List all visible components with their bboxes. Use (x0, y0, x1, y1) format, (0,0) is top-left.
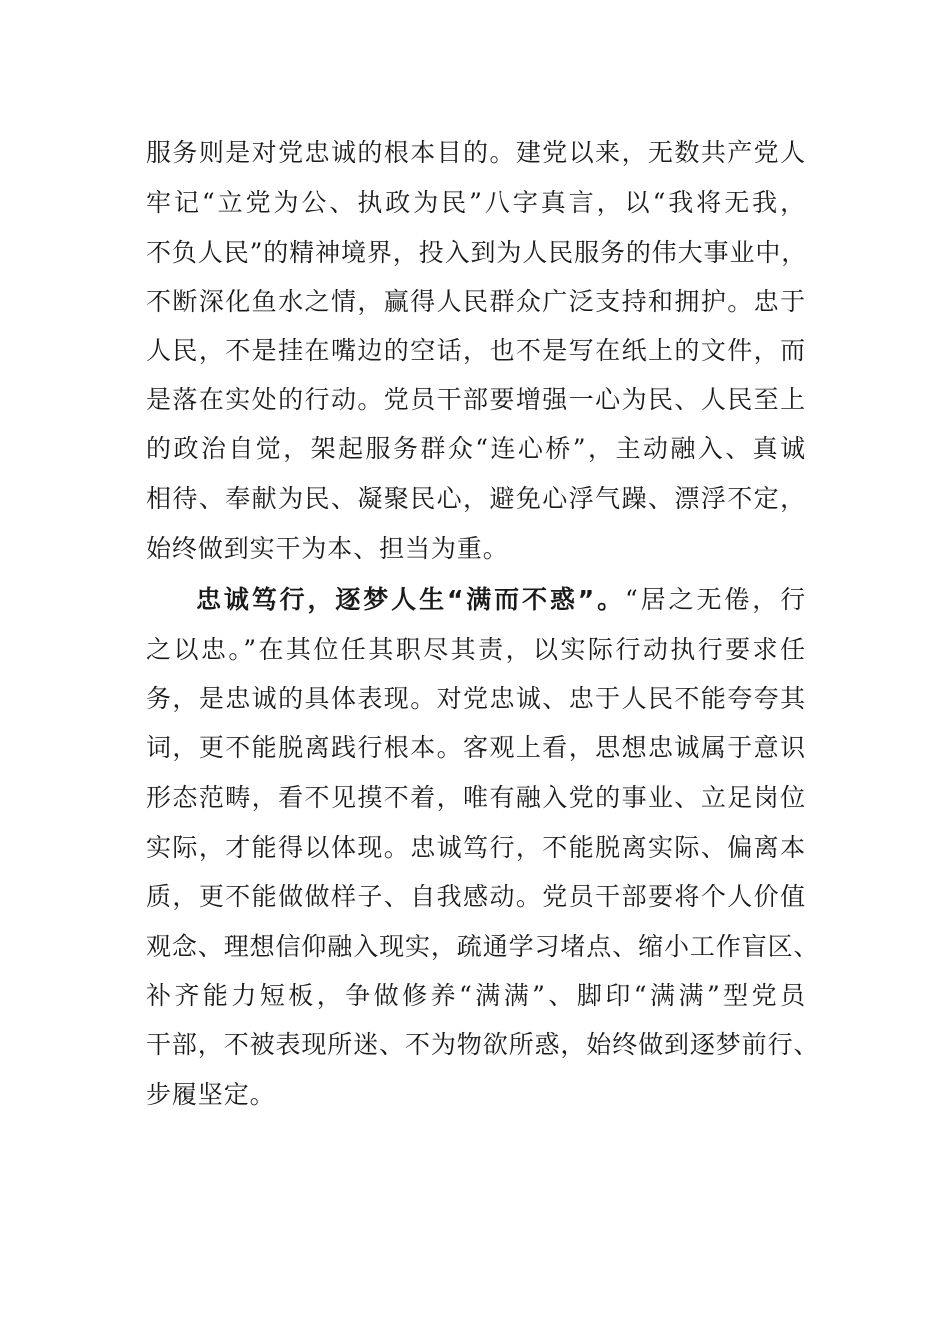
text-line: 干部，不被表现所迷、不为物欲所惑，始终做到逐梦前行、 (146, 1030, 820, 1059)
text-line: 实际，才能得以体现。忠诚笃行，不能脱离实际、偏离本 (146, 833, 806, 862)
text-line: 形态范畴，看不见摸不着，唯有融入党的事业、立足岗位 (146, 783, 806, 812)
paragraph-heading-line (196, 575, 806, 625)
text-line: 牢记“立党为公、执政为民”八字真言，以“我将无我， (146, 188, 806, 217)
text-segment: “居之无倦，行 (625, 585, 806, 614)
text-line: 步履坚定。 (146, 1080, 276, 1109)
text-line: 务，是忠诚的具体表现。对党忠诚、忠于人民不能夸夸其 (146, 684, 806, 713)
text-line: 是落在实处的行动。党员干部要增强一心为民、人民至上 (146, 385, 806, 414)
text-line: 补齐能力短板，争做修养“满满”、脚印“满满”型党员 (146, 981, 806, 1010)
text-line: 相待、奉献为民、凝聚民心，避免心浮气躁、漂浮不定， (146, 484, 806, 513)
text-line: 不负人民”的精神境界，投入到为人民服务的伟大事业中， (146, 238, 808, 267)
text-line: 人民，不是挂在嘴边的空话，也不是写在纸上的文件，而 (146, 336, 806, 365)
text-line: 观念、理想信仰融入现实，疏通学习堵点、缩小工作盲区、 (146, 932, 820, 961)
text-line: 始终做到实干为本、担当为重。 (146, 534, 509, 563)
text-line: 之以忠。”在其位任其职尽其责，以实际行动执行要求任 (146, 635, 806, 664)
text-line: 的政治自觉，架起服务群众“连心桥”，主动融入、真诚 (146, 434, 806, 463)
text-line: 词，更不能脱离践行根本。客观上看，思想忠诚属于意识 (146, 733, 806, 762)
text-line: 不断深化鱼水之情，赢得人民群众广泛支持和拥护。忠于 (146, 287, 806, 316)
paragraph-heading: 忠诚笃行，逐梦人生“满而不惑”。 (196, 585, 626, 614)
text-line: 质，更不能做做样子、自我感动。党员干部要将个人价值 (146, 882, 806, 911)
text-line: 服务则是对党忠诚的根本目的。建党以来，无数共产党人 (146, 138, 806, 167)
